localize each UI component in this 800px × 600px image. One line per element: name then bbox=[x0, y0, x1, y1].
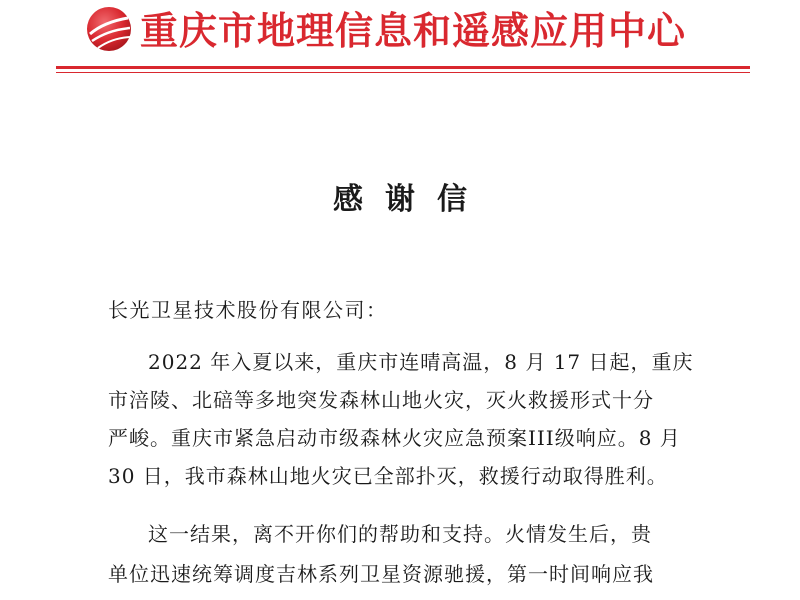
organization-name: 重庆市地理信息和遥感应用中心 bbox=[140, 9, 687, 53]
letterhead-rule-thick bbox=[56, 66, 750, 69]
letter-title: 感谢信 bbox=[333, 182, 489, 217]
salutation: 长光卫星技术股份有限公司： bbox=[108, 298, 388, 322]
letterhead-rule-thin bbox=[56, 72, 750, 73]
body-line: 这一结果，离不开你们的帮助和支持。火情发生后，贵 bbox=[148, 522, 652, 546]
body-line: 严峻。重庆市紧急启动市级森林火灾应急预案III级响应。8 月 bbox=[108, 426, 681, 450]
body-line: 2022 年入夏以来，重庆市连晴高温，8 月 17 日起，重庆 bbox=[148, 350, 694, 374]
body-line: 市涪陵、北碚等多地突发森林山地火灾，灭火救援形式十分 bbox=[108, 388, 654, 412]
letterhead bbox=[0, 0, 800, 80]
red-sphere-logo-icon bbox=[84, 4, 134, 54]
body-line: 30 日，我市森林山地火灾已全部扑灭，救援行动取得胜利。 bbox=[108, 464, 668, 488]
body-line: 单位迅速统筹调度吉林系列卫星资源驰援，第一时间响应我 bbox=[108, 562, 654, 586]
